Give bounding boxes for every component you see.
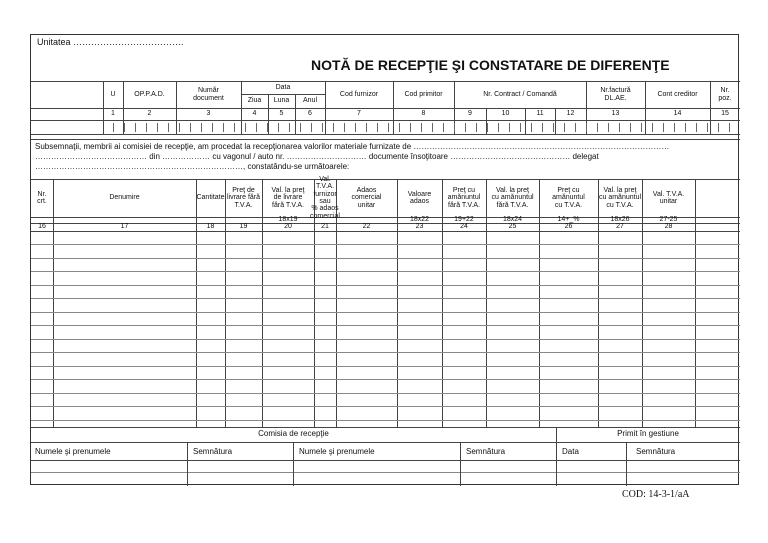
hdr-op: OP.P.A.D.	[134, 90, 165, 98]
entry-tick	[520, 123, 521, 132]
text-line-3[interactable]: ……………………………………………………………………, constatându-se următoarele:	[35, 162, 350, 171]
text-line-2[interactable]: …………………………………… din ……………… cu vagonul / auto nr. ………………………… documente însoţitoare ……………………………………… delegat	[35, 152, 599, 161]
hdr-u: U	[110, 90, 116, 98]
entry-tick	[707, 123, 708, 132]
entry-tick	[718, 123, 719, 132]
table-header: Val. la preţ de livrare fără T.V.A.	[271, 186, 305, 209]
entry-tick	[278, 123, 279, 132]
entry-tick	[597, 123, 598, 132]
entry-tick	[179, 123, 180, 132]
top-col-number: 1	[111, 110, 115, 118]
table-col-number: 23	[415, 223, 424, 231]
table-header: Preţ cu amănuntul fără T.V.A.	[447, 186, 481, 209]
entry-tick	[146, 123, 147, 132]
table-header: Val. la preţ cu amănuntul fără T.V.A.	[491, 186, 534, 209]
entry-tick	[465, 123, 466, 132]
top-col-number: 7	[357, 110, 361, 118]
top-col-number: 6	[308, 110, 312, 118]
hdr-numar: Număr document	[193, 87, 224, 102]
entry-tick	[476, 123, 477, 132]
entry-tick	[630, 123, 631, 132]
entry-tick	[256, 123, 257, 132]
table-row[interactable]	[31, 420, 740, 421]
table-formula: 14+_%	[557, 216, 580, 224]
entry-tick	[366, 123, 367, 132]
entry-tick	[333, 123, 334, 132]
text-line-1[interactable]: Subsemnaţii, membrii ai comisiei de recepţie, am procedat la recepţionarea valorilor materiale furnizate de ……………………………………………………………………………………	[35, 142, 670, 151]
top-col-number: 10	[501, 110, 510, 118]
table-formula: 18x24	[502, 216, 523, 224]
table-header: Val. T.V.A. unitar	[652, 190, 685, 205]
table-formula: 18x22	[409, 216, 430, 224]
entry-tick	[685, 123, 686, 132]
entry-tick	[729, 123, 730, 132]
table-col-number: 24	[460, 223, 468, 231]
table-header: Val. la preţ cu amănuntul cu T.V.A.	[598, 186, 642, 209]
top-col-number: 13	[611, 110, 620, 118]
top-col-number: 2	[147, 110, 152, 118]
entry-tick	[421, 123, 422, 132]
footer-semn-2: Semnătura	[466, 447, 506, 456]
entry-tick	[586, 123, 587, 132]
table-header: Adaos comercial unitar	[351, 186, 382, 209]
top-col-number: 5	[279, 110, 284, 118]
top-col-number: 14	[673, 110, 682, 118]
table-row[interactable]	[31, 285, 740, 286]
entry-tick	[575, 123, 576, 132]
top-col-number: 15	[721, 110, 729, 118]
entry-tick	[300, 123, 301, 132]
entry-tick	[245, 123, 246, 132]
entry-tick	[454, 123, 455, 132]
top-col-number: 11	[536, 110, 544, 118]
entry-tick	[641, 123, 642, 132]
entry-tick	[531, 123, 532, 132]
footer-nume-2: Numele şi prenumele	[299, 447, 375, 456]
hdr-contract: Nr. Contract / Comandă	[483, 90, 557, 98]
table-col-number: 26	[564, 223, 573, 231]
table-col-number: 19	[239, 223, 248, 231]
table-header: Preţ cu amănuntul cu T.V.A.	[552, 186, 585, 209]
table-header: Denumire	[109, 194, 140, 202]
entry-tick	[696, 123, 697, 132]
entry-tick	[432, 123, 433, 132]
table-row[interactable]	[31, 339, 740, 340]
hdr-luna: Luna	[273, 97, 290, 105]
entry-tick	[355, 123, 356, 132]
entry-tick	[234, 123, 235, 132]
entry-tick	[443, 123, 444, 132]
hdr-ziua: Ziua	[247, 97, 262, 105]
entry-tick	[377, 123, 378, 132]
entry-tick	[168, 123, 169, 132]
table-row[interactable]	[31, 244, 740, 245]
footer-primit: Primit în gestiune	[617, 429, 679, 439]
table-row[interactable]	[31, 325, 740, 326]
entry-tick	[487, 123, 488, 132]
table-row[interactable]	[31, 312, 740, 313]
table-col-number: 21	[321, 223, 329, 231]
entry-tick	[388, 123, 389, 132]
entry-tick	[212, 123, 213, 132]
footer-semn-1: Semnătura	[193, 447, 233, 456]
entry-tick	[190, 123, 191, 132]
table-row[interactable]	[31, 393, 740, 394]
hdr-anul: Anul	[302, 97, 317, 105]
form-code: COD: 14-3-1/aA	[622, 489, 690, 500]
hdr-furnizor: Cod furnizor	[339, 90, 379, 98]
receipt-form	[30, 34, 739, 485]
entry-tick	[344, 123, 345, 132]
entry-tick	[124, 123, 125, 132]
table-row[interactable]	[31, 379, 740, 380]
top-col-number: 9	[468, 110, 472, 118]
table-col-number: 20	[284, 223, 292, 231]
footer-nume-1: Numele şi prenumele	[35, 447, 111, 456]
entry-tick	[201, 123, 202, 132]
entry-tick	[399, 123, 400, 132]
entry-tick	[608, 123, 609, 132]
table-col-number: 18	[206, 223, 215, 231]
table-col-number: 22	[362, 223, 371, 231]
table-col-number: 16	[38, 223, 46, 231]
table-row[interactable]	[31, 298, 740, 299]
entry-tick	[542, 123, 543, 132]
hdr-data: Data	[275, 83, 291, 91]
table-col-number: 27	[616, 223, 624, 231]
table-row[interactable]	[31, 271, 740, 272]
entry-tick	[289, 123, 290, 132]
table-formula: 19+22	[454, 216, 474, 224]
entry-tick	[311, 123, 312, 132]
table-header: Preţ de livrare fără T.V.A.	[226, 186, 261, 209]
entry-tick	[619, 123, 620, 132]
entry-tick	[509, 123, 510, 132]
table-formula: 27-25	[659, 216, 678, 224]
entry-tick	[157, 123, 158, 132]
top-col-number: 12	[566, 110, 575, 118]
entry-tick	[663, 123, 664, 132]
table-col-number: 17	[120, 223, 129, 231]
table-row[interactable]	[31, 366, 740, 367]
entry-tick	[652, 123, 653, 132]
top-col-number: 4	[252, 110, 257, 118]
table-header: Cantitate	[196, 194, 225, 202]
hdr-factura: Nr.factură DL.AE.	[600, 87, 631, 102]
table-header: Valoare adaos	[407, 190, 432, 205]
table-col-line	[695, 179, 696, 427]
entry-tick	[223, 123, 224, 132]
table-header: Nr. crt.	[37, 190, 47, 205]
footer-data: Data	[562, 447, 579, 456]
hdr-nrpoz: Nr. poz.	[718, 87, 732, 102]
table-row[interactable]	[31, 258, 740, 259]
table-formula: 18x26	[610, 216, 630, 224]
table-col-number: 25	[508, 223, 517, 231]
entry-tick	[113, 123, 114, 132]
entry-tick	[267, 123, 268, 132]
hdr-creditor: Cont creditor	[657, 90, 698, 98]
top-col-number: 3	[206, 110, 211, 118]
hdr-primitor: Cod primitor	[404, 90, 443, 98]
table-row[interactable]	[31, 352, 740, 353]
footer-semn-3: Semnătura	[636, 447, 676, 456]
entry-tick	[498, 123, 499, 132]
entry-tick	[564, 123, 565, 132]
entry-tick	[553, 123, 554, 132]
entry-tick	[322, 123, 323, 132]
table-formula: 18x19	[278, 216, 298, 224]
table-col-number: 28	[664, 223, 673, 231]
entry-tick	[135, 123, 136, 132]
table-row[interactable]	[31, 406, 740, 407]
entry-tick	[674, 123, 675, 132]
top-col-number: 8	[421, 110, 426, 118]
form-title: NOTĂ DE RECEPŢIE ŞI CONSTATARE DE DIFERENŢE	[311, 57, 670, 73]
table-header: Val. T.V.A. furnizor sau % adaos comercial	[310, 175, 340, 220]
unit-field[interactable]: Unitatea ……………………………….	[37, 37, 184, 47]
footer-comisia: Comisia de recepţie	[258, 429, 329, 439]
entry-tick	[410, 123, 411, 132]
